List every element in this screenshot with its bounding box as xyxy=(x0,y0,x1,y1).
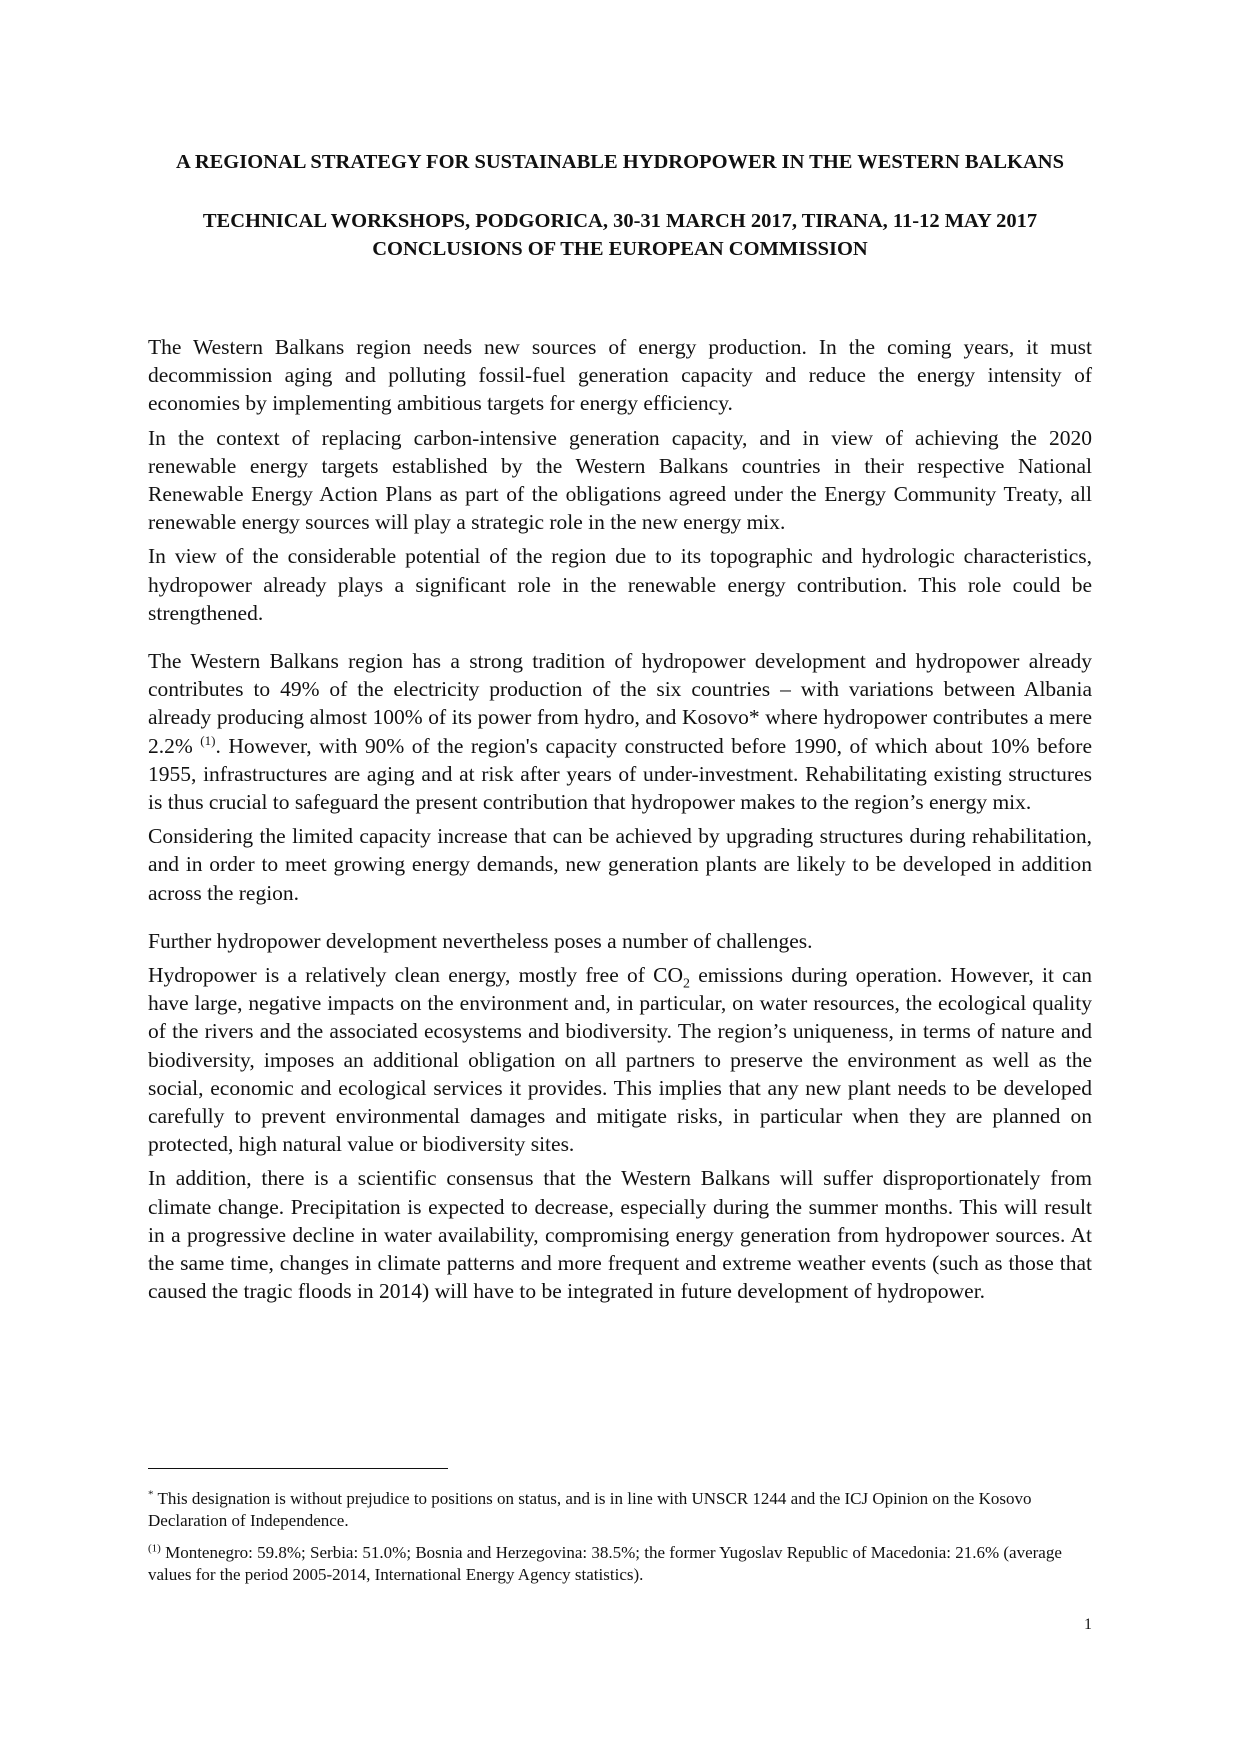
paragraph: In the context of replacing carbon-intensive generation capacity, and in view of achieving the 2020 renewable energy targets established by the Western Balkans countries in their respective National Renewable Energy Action Plans as part of the obligations agreed under the Energy Community Treaty, all renewable energy sources will play a strategic role in the new energy mix. xyxy=(148,425,1092,535)
footnote-mark: (1) xyxy=(148,1542,161,1555)
document-title: A REGIONAL STRATEGY FOR SUSTAINABLE HYDROPOWER IN THE WESTERN BALKANS xyxy=(176,151,1064,173)
footnote xyxy=(148,1542,1092,1586)
footnote-divider xyxy=(148,1468,448,1469)
footnote-text: This designation is without prejudice to positions on status, and is in line with UNSCR 1244 and the ICJ Opinion on the Kosovo Declaration of Independence. xyxy=(148,1489,1032,1530)
page-number: 1 xyxy=(1084,1616,1092,1633)
document-body xyxy=(148,333,1092,1306)
paragraph: Further hydropower development nevertheless poses a number of challenges. xyxy=(148,928,813,953)
paragraph-text: . However, with 90% of the region's capacity constructed before 1990, of which about 10% before 1955, infrastructures are aging and at risk after years of under-investment. Rehabilitating existing structures is thus crucial to safeguard the present contribution that hydropower makes to the region’s energy mix. xyxy=(148,733,1092,815)
workshops-heading: TECHNICAL WORKSHOPS, PODGORICA, 30-31 MARCH 2017, TIRANA, 11-12 MAY 2017 xyxy=(202,210,1038,232)
paragraph xyxy=(148,647,1092,816)
paragraph: The Western Balkans region needs new sources of energy production. In the coming years, it must decommission aging and polluting fossil-fuel generation capacity and reduce the energy intensity of economies by implementing ambitious targets for energy efficiency. xyxy=(148,335,1092,416)
paragraph: In addition, there is a scientific consensus that the Western Balkans will suffer disproportionately from climate change. Precipitation is expected to decrease, especially during the summer months. This will result in a progressive decline in water availability, compromising energy generation from hydropower sources. At the same time, changes in climate patterns and more frequent and extreme weather events (such as those that caused the tragic floods in 2014) will have to be integrated in future development of hydropower. xyxy=(148,1166,1092,1304)
subscript: 2 xyxy=(683,976,690,992)
footnotes xyxy=(148,1488,1092,1586)
footnote-reference: (1) xyxy=(200,732,216,748)
footnote-mark: * xyxy=(148,1488,154,1501)
conclusions-heading: CONCLUSIONS OF THE EUROPEAN COMMISSION xyxy=(372,238,868,260)
paragraph: Considering the limited capacity increase that can be achieved by upgrading structures during rehabilitation, and in order to meet growing energy demands, new generation plants are likely to be developed in addition across the region. xyxy=(148,824,1092,905)
footnote-text: Montenegro: 59.8%; Serbia: 51.0%; Bosnia and Herzegovina: 38.5%; the former Yugoslav Republic of Macedonia: 21.6% (average values for the period 2005-2014, International Energy Agency statistics). xyxy=(148,1543,1062,1584)
paragraph-text: emissions during operation. However, it can have large, negative impacts on the environment and, in particular, on water resources, the ecological quality of the rivers and the associated ecosystems and biodiversity. The region’s uniqueness, in terms of nature and biodiversity, imposes an additional obligation on all partners to preserve the environment as well as the social, economic and ecological services it provides. This implies that any new plant needs to be developed carefully to prevent environmental damages and mitigate risks, in particular when they are planned on protected, high natural value or biodiversity sites. xyxy=(148,963,1093,1157)
footnote xyxy=(148,1488,1092,1532)
document-subtitle xyxy=(148,207,1092,263)
paragraph-text: The Western Balkans region has a strong tradition of hydropower development and hydropower already contributes to 49% of the electricity production of the six countries – with variations between Albania already producing almost 100% of its power from hydro, and Kosovo* where hydropower contributes a mere 2.2% xyxy=(148,649,1092,758)
paragraph xyxy=(148,961,1092,1158)
paragraph: In view of the considerable potential of the region due to its topographic and hydrologic characteristics, hydropower already plays a significant role in the renewable energy contribution. This role could be strengthened. xyxy=(148,544,1092,625)
paragraph-text: Hydropower is a relatively clean energy, mostly free of CO xyxy=(148,963,683,988)
